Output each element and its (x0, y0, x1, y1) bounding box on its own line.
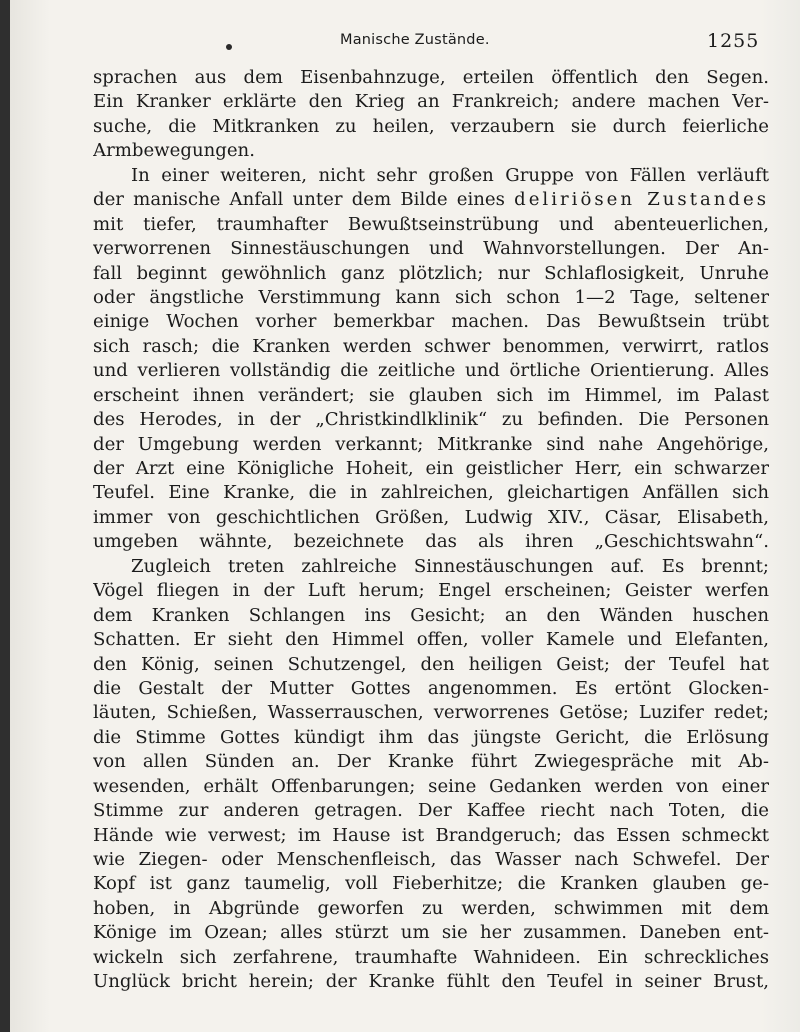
text-line: Teufel. Eine Kranke, die in zahlreichen, gleichartigen Anfällen sich (93, 482, 769, 504)
header-dot-mark (226, 44, 232, 50)
text-line: Armbewegungen. (93, 140, 255, 162)
running-title: Manische Zustände. (340, 32, 490, 48)
text-line: wie Ziegen- oder Menschenfleisch, das Wasser nach Schwefel. Der (93, 849, 769, 870)
text-line: dem Kranken Schlangen ins Gesicht; an den Wänden huschen (93, 604, 769, 626)
text-line: Ein Kranker erklärte den Krieg an Frankreich; andere machen Ver- (93, 91, 769, 113)
text-line-segment: der manische Anfall unter dem Bilde eines (93, 189, 515, 211)
text-line: sich rasch; die Kranken werden schwer benommen, verwirrt, ratlos (93, 335, 769, 357)
text-line: hoben, in Abgründe geworfen zu werden, schwimmen mit dem (93, 897, 769, 919)
text-line: und verlieren vollständig die zeitliche und örtliche Orientierung. Alles (93, 360, 769, 382)
text-line: wickeln sich zerfahrene, traumhafte Wahnideen. Ein schreckliches (93, 946, 769, 968)
spaced-emphasis: deliriösen Zustandes (514, 189, 769, 211)
text-line: wesenden, erhält Offenbarungen; seine Gedanken werden von einer (93, 775, 769, 797)
text-line: fall beginnt gewöhnlich ganz plötzlich; nur Schlaflosigkeit, Unruhe (93, 262, 769, 284)
page-header (10, 30, 800, 56)
text-line: von allen Sünden an. Der Kranke führt Zwiegespräche mit Ab- (93, 751, 769, 773)
text-line: Hände wie verwest; im Hause ist Brandgeruch; das Essen schmeckt (93, 824, 769, 846)
text-line: läuten, Schießen, Wasserrauschen, verworrenes Getöse; Luzifer redet; (93, 702, 769, 724)
text-line: suche, die Mitkranken zu heilen, verzaubern sie durch feierliche (93, 115, 769, 137)
text-line: die Stimme Gottes kündigt ihm das jüngste Gericht, die Erlösung (93, 726, 769, 748)
text-line: oder ängstliche Verstimmung kann sich schon 1—2 Tage, seltener (93, 286, 769, 308)
text-line: Stimme zur anderen getragen. Der Kaffee riecht nach Toten, die (93, 800, 769, 822)
text-line: den König, seinen Schutzengel, den heiligen Geist; der Teufel hat (93, 653, 769, 675)
text-line: einige Wochen vorher bemerkbar machen. Das Bewußtsein trübt (93, 311, 769, 333)
text-line: Könige im Ozean; alles stürzt um sie her zusammen. Daneben ent- (93, 922, 769, 944)
text-line: Unglück bricht herein; der Kranke fühlt den Teufel in seiner Brust, (93, 971, 769, 993)
text-line: Zugleich treten zahlreiche Sinnestäuschungen auf. Es brennt; (131, 555, 769, 577)
body-text (93, 66, 769, 995)
page-number: 1255 (707, 30, 760, 52)
text-line: erscheint ihnen verändert; sie glauben sich im Himmel, im Palast (93, 384, 769, 406)
text-line: umgeben wähnte, bezeichnete das als ihren „Geschichtswahn“. (93, 531, 769, 553)
text-line: der Arzt eine Königliche Hoheit, ein geistlicher Herr, ein schwarzer (93, 458, 769, 479)
text-line: In einer weiteren, nicht sehr großen Gruppe von Fällen verläuft (131, 164, 769, 186)
text-line: sprachen aus dem Eisenbahnzuge, erteilen öffentlich den Segen. (93, 67, 769, 88)
text-line: Vögel fliegen in der Luft herum; Engel erscheinen; Geister werfen (93, 580, 769, 602)
text-line: Kopf ist ganz taumelig, voll Fieberhitze; die Kranken glauben ge- (93, 873, 769, 895)
text-line: die Gestalt der Mutter Gottes angenommen. Es ertönt Glocken- (93, 677, 769, 699)
book-page (10, 0, 800, 1032)
text-line: des Herodes, in der „Christkindlklinik“ zu befinden. Die Personen (93, 409, 769, 431)
text-line (93, 188, 769, 212)
text-line: der Umgebung werden verkannt; Mitkranke sind nahe Angehörige, (93, 433, 769, 455)
text-line: verworrenen Sinnestäuschungen und Wahnvorstellungen. Der An- (93, 238, 769, 260)
text-line: Schatten. Er sieht den Himmel offen, voller Kamele und Elefanten, (93, 629, 769, 651)
text-line: mit tiefer, traumhafter Bewußtseinstrübung und abenteuerlichen, (93, 213, 769, 235)
text-line: immer von geschichtlichen Größen, Ludwig XIV., Cäsar, Elisabeth, (93, 506, 769, 528)
